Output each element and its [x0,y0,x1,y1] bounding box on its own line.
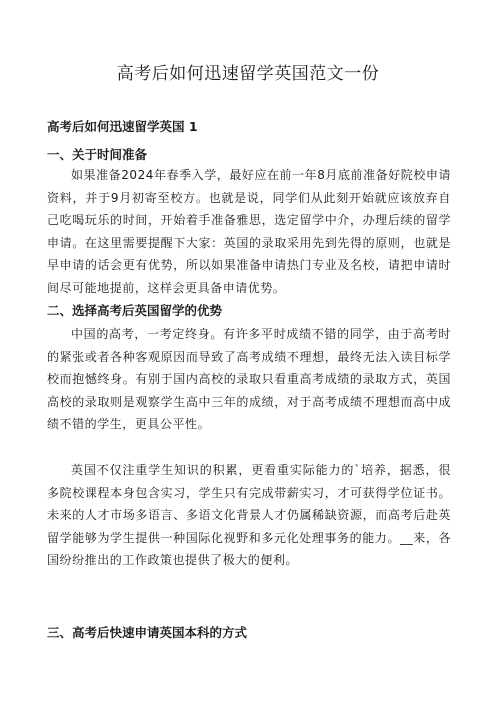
section-heading-time-preparation: 一、关于时间准备 [47,147,148,162]
paragraph-time-preparation: 如果准备2024年春季入学，最好应在前一年8月底前准备好院校申请资料，并于9月初寄至校方。也就是说，同学们从此刻开始就应该放弃自己吃喝玩乐的时间，开始着手准备雅思，选定留学中介，办理后续的留学申请。在这里需要提醒下大家：英国的录取采用先到先得的原则，也就是早申请的话会更有优势，所以如果准备申请热门专业及名校，请把申请时间尽可能地提前，这样会更具备申请优势。 [47,168,451,295]
document-subtitle: 高考后如何迅速留学英国 1 [47,119,198,134]
section-heading-application-methods: 三、高考后快速申请英国本科的方式 [47,625,248,640]
document-title: 高考后如何迅速留学英国范文一份 [116,64,380,84]
paragraph-advantages-2: 英国不仅注重学生知识的积累，更看重实际能力的`培养，据悉，很多院校课程本身包含实习，学生只有完成带薪实习，才可获得学位证书。未来的人才市场多语言、多语文化背景人才仍属稀缺资源，而高考后赴英留学能够为学生提供一种国际化视野和多元化处理事务的能力。__来，各国纷纷推出的工作政策也提供了极大的便利。 [47,463,451,568]
paragraph-advantages-1: 中国的高考，一考定终身。有许多平时成绩不错的同学，由于高考时的紧张或者各种客观原因而导致了高考成绩不理想，最终无法入读目标学校而抱憾终身。有别于国内高校的录取只看重高考成绩的录取方式，英国高校的录取则是观察学生高中三年的成绩，对于高考成绩不理想而高中成绩不错的学生，更具公平性。 [47,327,451,432]
section-heading-advantages: 二、选择高考后英国留学的优势 [47,303,223,318]
